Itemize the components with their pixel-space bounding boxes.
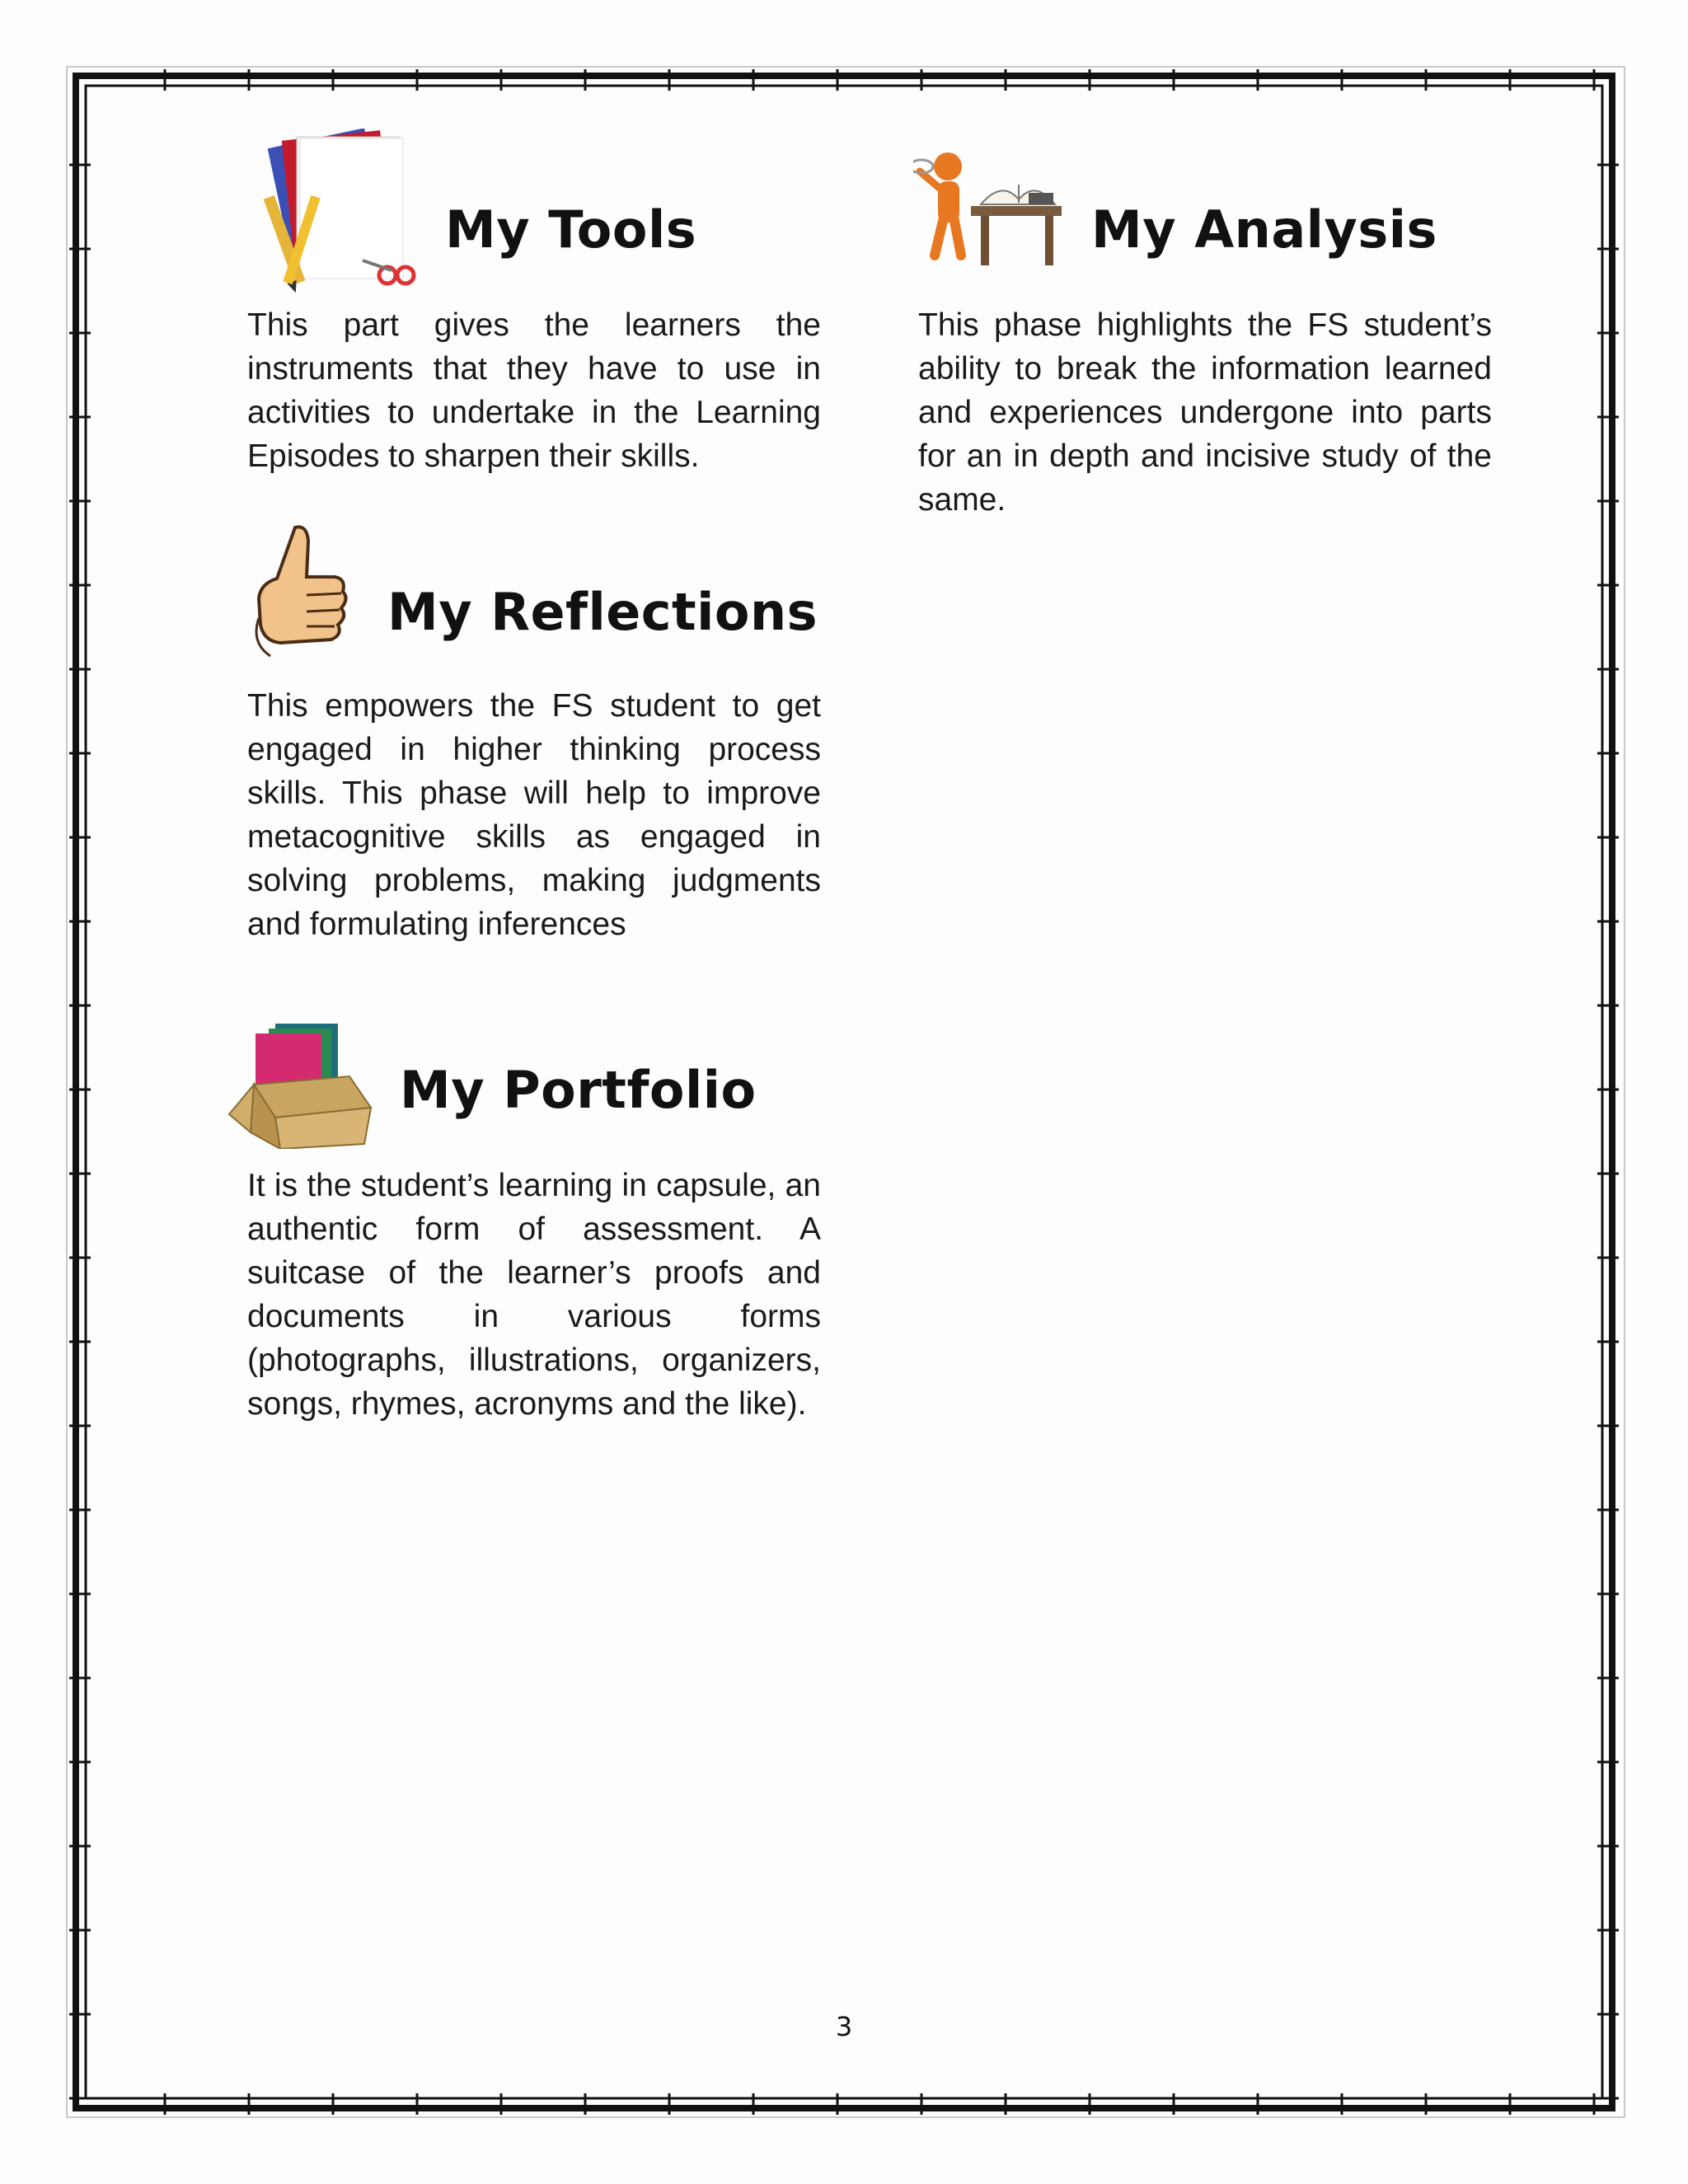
art-supplies-icon: [264, 129, 420, 293]
box-of-folders-icon: [226, 1009, 382, 1149]
figure-reading-book-icon: [913, 148, 1078, 272]
body-my-tools: This part gives the learners the instruments that they have to use in activities to undertake in the Learning Episodes to sharpen their skills.: [247, 307, 821, 474]
heading-my-analysis: My Analysis: [1091, 199, 1437, 260]
heading-my-tools: My Tools: [445, 199, 697, 260]
thumbs-up-icon: [247, 519, 354, 668]
heading-my-reflections: My Reflections: [387, 582, 818, 642]
body-my-analysis: This phase highlights the FS student’s ability to break the information learned and experiences undergone into parts for an in depth and incisive study of the same.: [918, 307, 1492, 518]
body-my-reflections: This empowers the FS student to get engaged in higher thinking process skills. This phase will help to improve metacognitive skills as engaged in solving problems, making judgments and formulating inferences: [247, 688, 821, 942]
heading-my-portfolio: My Portfolio: [400, 1060, 757, 1120]
body-my-portfolio: It is the student’s learning in capsule, an authentic form of assessment. A suitcase of the learner’s proofs and documents in various forms (photographs, illustrations, organizers, songs, rhymes, acronyms and the like).: [247, 1168, 821, 1422]
page-number: 3: [835, 2011, 853, 2042]
